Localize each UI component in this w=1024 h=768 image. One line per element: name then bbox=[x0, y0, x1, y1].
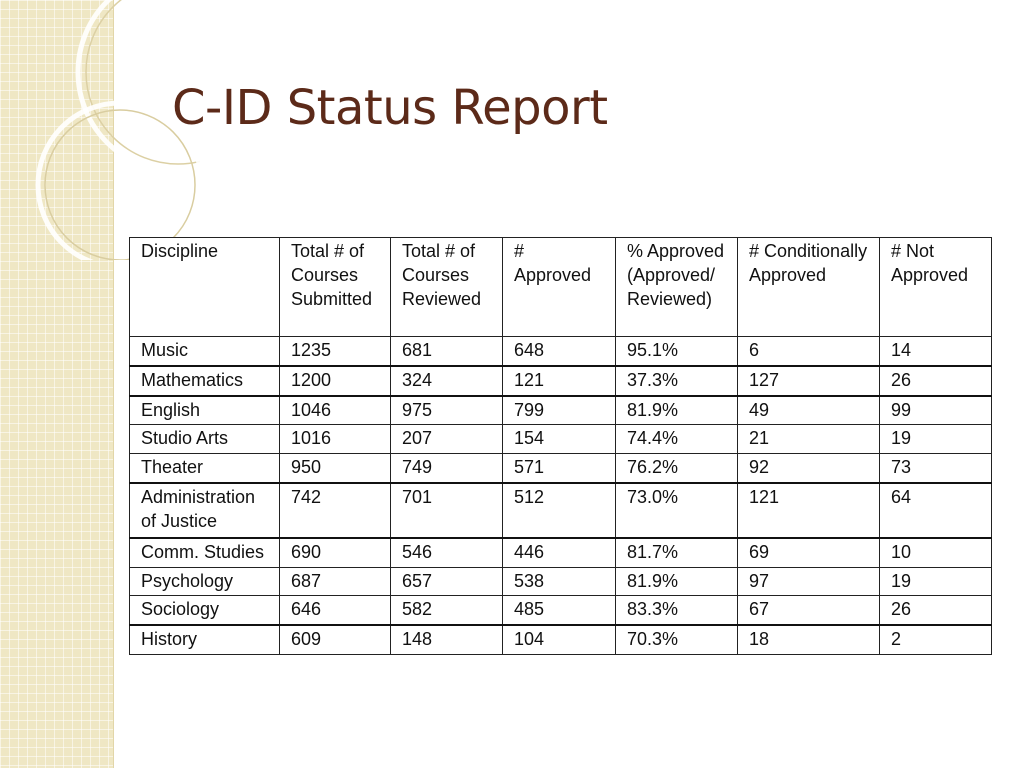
header-conditionally-approved: # Conditionally Approved bbox=[738, 238, 880, 337]
cell-not-approved: 64 bbox=[880, 483, 992, 538]
cell-percent: 37.3% bbox=[616, 366, 738, 396]
table-row bbox=[130, 625, 992, 654]
cell-conditional: 6 bbox=[738, 337, 880, 366]
cell-reviewed: 681 bbox=[391, 337, 503, 366]
cell-reviewed: 207 bbox=[391, 425, 503, 454]
table-row bbox=[130, 337, 992, 366]
cell-submitted: 742 bbox=[280, 483, 391, 538]
cell-approved: 799 bbox=[503, 396, 616, 425]
cell-submitted: 1200 bbox=[280, 366, 391, 396]
header-courses-reviewed: Total # of Courses Reviewed bbox=[391, 238, 503, 337]
table-row bbox=[130, 453, 992, 482]
cell-reviewed: 701 bbox=[391, 483, 503, 538]
cell-discipline: Studio Arts bbox=[130, 425, 280, 454]
cell-conditional: 67 bbox=[738, 596, 880, 625]
table-row bbox=[130, 483, 992, 538]
cell-percent: 73.0% bbox=[616, 483, 738, 538]
cell-approved: 648 bbox=[503, 337, 616, 366]
cell-not-approved: 73 bbox=[880, 453, 992, 482]
cell-not-approved: 14 bbox=[880, 337, 992, 366]
cell-not-approved: 26 bbox=[880, 596, 992, 625]
cell-conditional: 97 bbox=[738, 567, 880, 596]
cell-not-approved: 19 bbox=[880, 567, 992, 596]
header-discipline: Discipline bbox=[130, 238, 280, 337]
cell-approved: 104 bbox=[503, 625, 616, 654]
cell-reviewed: 975 bbox=[391, 396, 503, 425]
cell-percent: 83.3% bbox=[616, 596, 738, 625]
cell-not-approved: 99 bbox=[880, 396, 992, 425]
cell-submitted: 1235 bbox=[280, 337, 391, 366]
cell-approved: 512 bbox=[503, 483, 616, 538]
cell-percent: 70.3% bbox=[616, 625, 738, 654]
cell-reviewed: 582 bbox=[391, 596, 503, 625]
cell-percent: 81.9% bbox=[616, 396, 738, 425]
cell-not-approved: 10 bbox=[880, 538, 992, 567]
cell-approved: 154 bbox=[503, 425, 616, 454]
cell-conditional: 49 bbox=[738, 396, 880, 425]
header-not-approved: # Not Approved bbox=[880, 238, 992, 337]
cell-reviewed: 546 bbox=[391, 538, 503, 567]
cell-approved: 485 bbox=[503, 596, 616, 625]
cell-submitted: 950 bbox=[280, 453, 391, 482]
cell-reviewed: 148 bbox=[391, 625, 503, 654]
cell-percent: 76.2% bbox=[616, 453, 738, 482]
cell-conditional: 69 bbox=[738, 538, 880, 567]
cell-discipline: Sociology bbox=[130, 596, 280, 625]
table-header-row bbox=[130, 238, 992, 337]
cell-submitted: 687 bbox=[280, 567, 391, 596]
header-percent-approved: % Approved (Approved/ Reviewed) bbox=[616, 238, 738, 337]
cell-discipline: Administration of Justice bbox=[130, 483, 280, 538]
header-courses-submitted: Total # of Courses Submitted bbox=[280, 238, 391, 337]
table-row bbox=[130, 567, 992, 596]
cell-approved: 446 bbox=[503, 538, 616, 567]
cell-discipline: Mathematics bbox=[130, 366, 280, 396]
cell-percent: 81.9% bbox=[616, 567, 738, 596]
cell-discipline: English bbox=[130, 396, 280, 425]
cell-conditional: 18 bbox=[738, 625, 880, 654]
cell-submitted: 1016 bbox=[280, 425, 391, 454]
cell-reviewed: 657 bbox=[391, 567, 503, 596]
cell-conditional: 92 bbox=[738, 453, 880, 482]
cell-discipline: Theater bbox=[130, 453, 280, 482]
cell-not-approved: 19 bbox=[880, 425, 992, 454]
table-row bbox=[130, 366, 992, 396]
cell-conditional: 21 bbox=[738, 425, 880, 454]
cell-percent: 95.1% bbox=[616, 337, 738, 366]
page-title: C-ID Status Report bbox=[172, 80, 608, 136]
cell-submitted: 690 bbox=[280, 538, 391, 567]
cell-discipline: Psychology bbox=[130, 567, 280, 596]
cell-submitted: 1046 bbox=[280, 396, 391, 425]
cell-discipline: Comm. Studies bbox=[130, 538, 280, 567]
cell-approved: 571 bbox=[503, 453, 616, 482]
cell-percent: 81.7% bbox=[616, 538, 738, 567]
cell-discipline: History bbox=[130, 625, 280, 654]
decorative-circles bbox=[0, 0, 200, 260]
cell-approved: 538 bbox=[503, 567, 616, 596]
cell-conditional: 127 bbox=[738, 366, 880, 396]
cell-submitted: 609 bbox=[280, 625, 391, 654]
cell-not-approved: 26 bbox=[880, 366, 992, 396]
cell-conditional: 121 bbox=[738, 483, 880, 538]
table-row bbox=[130, 596, 992, 625]
cell-approved: 121 bbox=[503, 366, 616, 396]
cell-discipline: Music bbox=[130, 337, 280, 366]
cell-percent: 74.4% bbox=[616, 425, 738, 454]
cell-reviewed: 324 bbox=[391, 366, 503, 396]
cell-reviewed: 749 bbox=[391, 453, 503, 482]
header-approved: # Approved bbox=[503, 238, 616, 337]
cell-submitted: 646 bbox=[280, 596, 391, 625]
table-row bbox=[130, 396, 992, 425]
cell-not-approved: 2 bbox=[880, 625, 992, 654]
table-row bbox=[130, 538, 992, 567]
table-row bbox=[130, 425, 992, 454]
status-report-table bbox=[129, 237, 992, 655]
